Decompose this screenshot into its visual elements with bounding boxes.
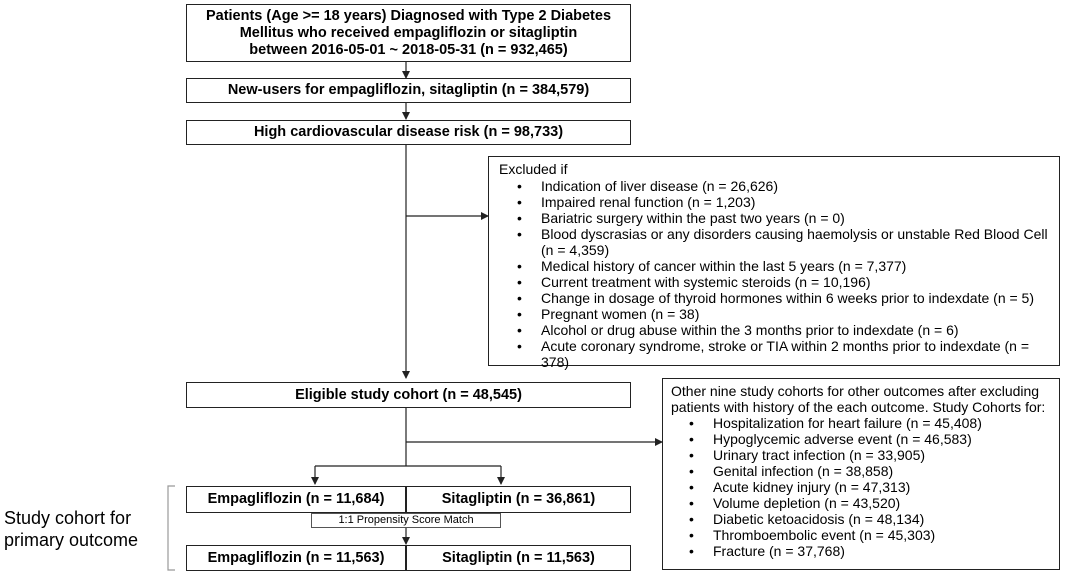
exclusion-list <box>499 178 1051 370</box>
new-users-box <box>186 78 631 103</box>
new-users-label: New-users for empagliflozin, sitagliptin (n = 384,579) <box>227 82 590 98</box>
other-cohort-item: • Diabetic ketoacidosis (n = 48,134) <box>671 511 1053 527</box>
exclusion-item: • Acute coronary syndrome, stroke or TIA within 2 months prior to indexdate (n = 378) <box>499 338 1051 370</box>
source-population-line1: Patients (Age >= 18 years) Diagnosed with Type 2 Diabetes <box>205 7 612 24</box>
exclusion-item: • Pregnant women (n = 38) <box>499 306 1051 322</box>
other-cohorts-heading-line2: patients with history of the each outcome. Study Cohorts for: <box>671 399 1046 415</box>
source-population-line2: Mellitus who received empagliflozin or sitagliptin <box>239 24 578 41</box>
cv-risk-label: High cardiovascular disease risk (n = 98,733) <box>253 124 564 140</box>
other-cohort-item: • Acute kidney injury (n = 47,313) <box>671 479 1053 495</box>
sitagliptin-prematch-label: Sitagliptin (n = 36,861) <box>441 491 596 507</box>
bracket-primary-outcome <box>168 486 175 570</box>
other-cohort-item: • Volume depletion (n = 43,520) <box>671 495 1053 511</box>
exclusion-heading: Excluded if <box>499 161 568 177</box>
empagliflozin-matched-box <box>186 545 406 571</box>
other-cohort-item: • Thromboembolic event (n = 45,303) <box>671 527 1053 543</box>
sitagliptin-prematch-box <box>406 486 631 513</box>
exclusion-item: • Alcohol or drug abuse within the 3 months prior to indexdate (n = 6) <box>499 322 1051 338</box>
exclusion-item: • Impaired renal function (n = 1,203) <box>499 194 1051 210</box>
exclusion-item: • Change in dosage of thyroid hormones within 6 weeks prior to indexdate (n = 5) <box>499 290 1051 306</box>
other-cohorts-heading-line1: Other nine study cohorts for other outcomes after excluding <box>671 383 1040 399</box>
empagliflozin-matched-label: Empagliflozin (n = 11,563) <box>207 549 385 566</box>
exclusion-item: • Indication of liver disease (n = 26,626) <box>499 178 1051 194</box>
primary-outcome-label-line2: primary outcome <box>4 530 139 550</box>
propensity-match-text: 1:1 Propensity Score Match <box>338 514 474 526</box>
sitagliptin-matched-box <box>406 545 631 571</box>
sitagliptin-matched-label: Sitagliptin (n = 11,563) <box>442 549 595 566</box>
empagliflozin-prematch-box <box>186 486 406 513</box>
exclusion-item: • Medical history of cancer within the last 5 years (n = 7,377) <box>499 258 1051 274</box>
exclusion-criteria-box <box>488 156 1060 370</box>
eligible-cohort-box <box>186 382 631 408</box>
source-population-box <box>186 4 631 62</box>
exclusion-item: • Current treatment with systemic steroids (n = 10,196) <box>499 274 1051 290</box>
other-cohort-item: • Urinary tract infection (n = 33,905) <box>671 447 1053 463</box>
other-cohort-item: • Hospitalization for heart failure (n = 45,408) <box>671 415 1053 431</box>
other-cohort-item: • Genital infection (n = 38,858) <box>671 463 1053 479</box>
other-cohort-item: • Fracture (n = 37,768) <box>671 543 1053 559</box>
exclusion-item: • Bariatric surgery within the past two years (n = 0) <box>499 210 1051 226</box>
source-population-line3: between 2016-05-01 ~ 2018-05-31 (n = 932,465) <box>249 41 568 58</box>
other-cohorts-list <box>671 415 1053 559</box>
cv-risk-box <box>186 120 631 145</box>
empagliflozin-prematch-label: Empagliflozin (n = 11,684) <box>207 491 385 507</box>
primary-outcome-label-line1: Study cohort for <box>4 508 132 528</box>
other-cohorts-box <box>662 378 1060 570</box>
eligible-cohort-label: Eligible study cohort (n = 48,545) <box>295 386 522 403</box>
primary-outcome-cohort-label <box>4 507 138 551</box>
exclusion-item: • Blood dyscrasias or any disorders causing haemolysis or unstable Red Blood Cell (n = 4,359) <box>499 226 1051 258</box>
other-cohort-item: • Hypoglycemic adverse event (n = 46,583) <box>671 431 1053 447</box>
propensity-match-label <box>311 513 501 528</box>
